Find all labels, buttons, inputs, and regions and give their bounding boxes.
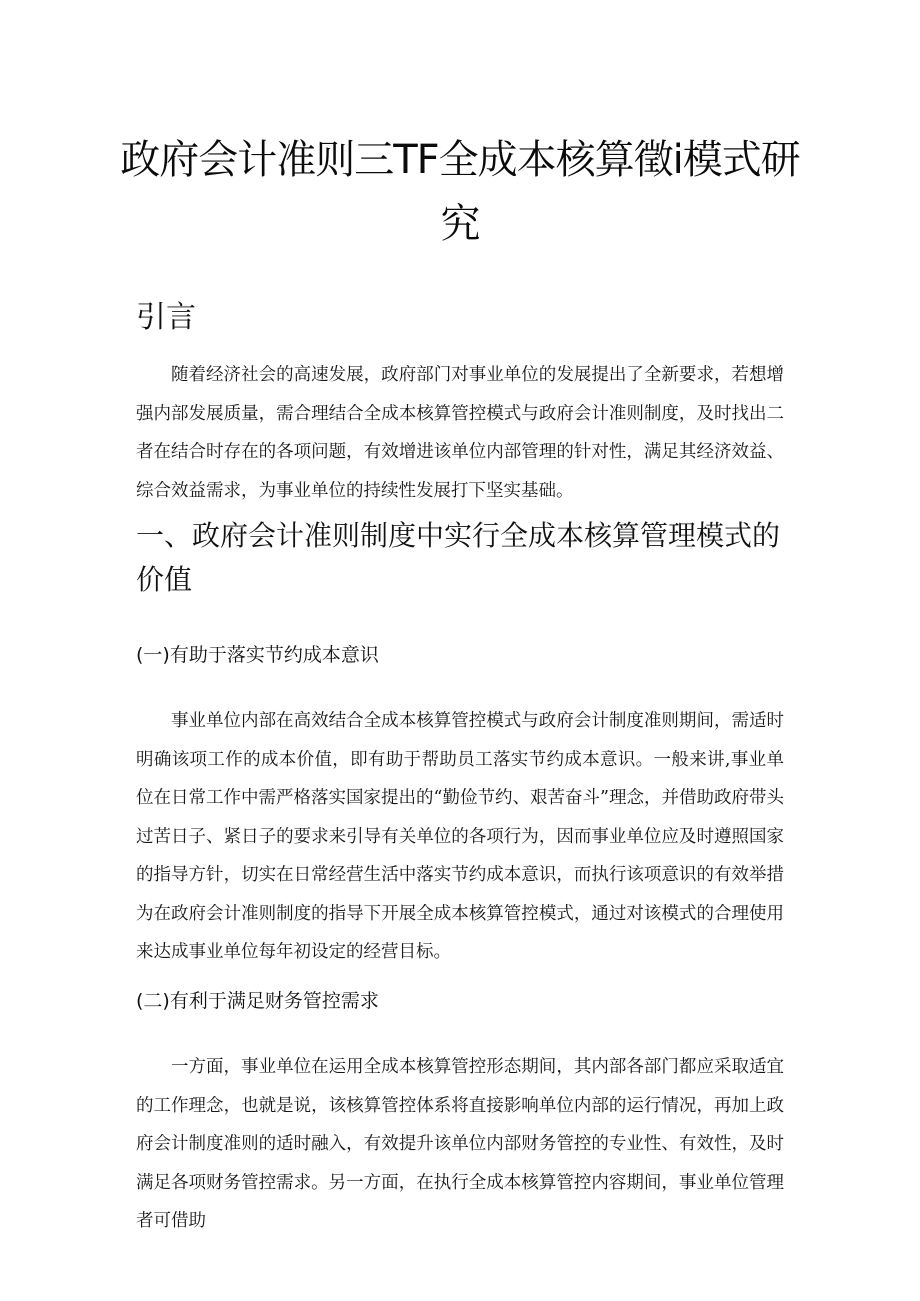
document-title-line-2: 究 bbox=[440, 201, 480, 247]
subsection-2-heading: (二)有利于满足财务管控需求 bbox=[136, 990, 379, 1012]
section-1-heading: 一、政府会计准则制度中实行全成本核算管理模式的价值 bbox=[136, 519, 781, 596]
intro-paragraph: 随着经济社会的高速发展，政府部门对事业单位的发展提出了全新要求，若想增强内部发展质量，需合理结合全成本核算管控模式与政府会计准则制度，及时找出二者在结合时存在的各项问题，有效增进该单位内部管理的针对性，满足其经济效益、综合效益需求，为事业单位的持续性发展打下坚实基础。 bbox=[136, 365, 784, 501]
subsection-1-paragraph: 事业单位内部在高效结合全成本核算管控模式与政府会计制度准则期间，需适时明确该项工作的成本价值，即有助于帮助员工落实节约成本意识。一般来讲,事业单位在日常工作中需严格落实国家提出的“勤俭节约、艰苦奋斗”理念，并借助政府带头过苦日子、紧日子的要求来引导有关单位的各项行为，因而事业单位应及时遵照国家的指导方针，切实在日常经营生活中落实节约成本意识，而执行该项意识的有效举措为在政府会计准则制度的指导下开展全成本核算管控模式，通过对该模式的合理使用来达成事业单位每年初设定的经营目标。 bbox=[136, 711, 784, 962]
subsection-2-paragraph: 一方面，事业单位在运用全成本核算管控形态期间，其内部各部门都应采取适宜的工作理念，也就是说，该核算管控体系将直接影响单位内部的运行情况，再加上政府会计制度准则的适时融入，有效提升该单位内部财务管控的专业性、有效性，及时满足各项财务管控需求。另一方面，在执行全成本核算管控内容期间，事业单位管理者可借助 bbox=[136, 1057, 784, 1231]
subsection-1-heading: (一)有助于落实节约成本意识 bbox=[136, 644, 379, 666]
intro-heading: 引言 bbox=[136, 300, 196, 335]
document-title-line-1: 政府会计准则三TF全成本核算徵i模式研 bbox=[120, 137, 800, 183]
